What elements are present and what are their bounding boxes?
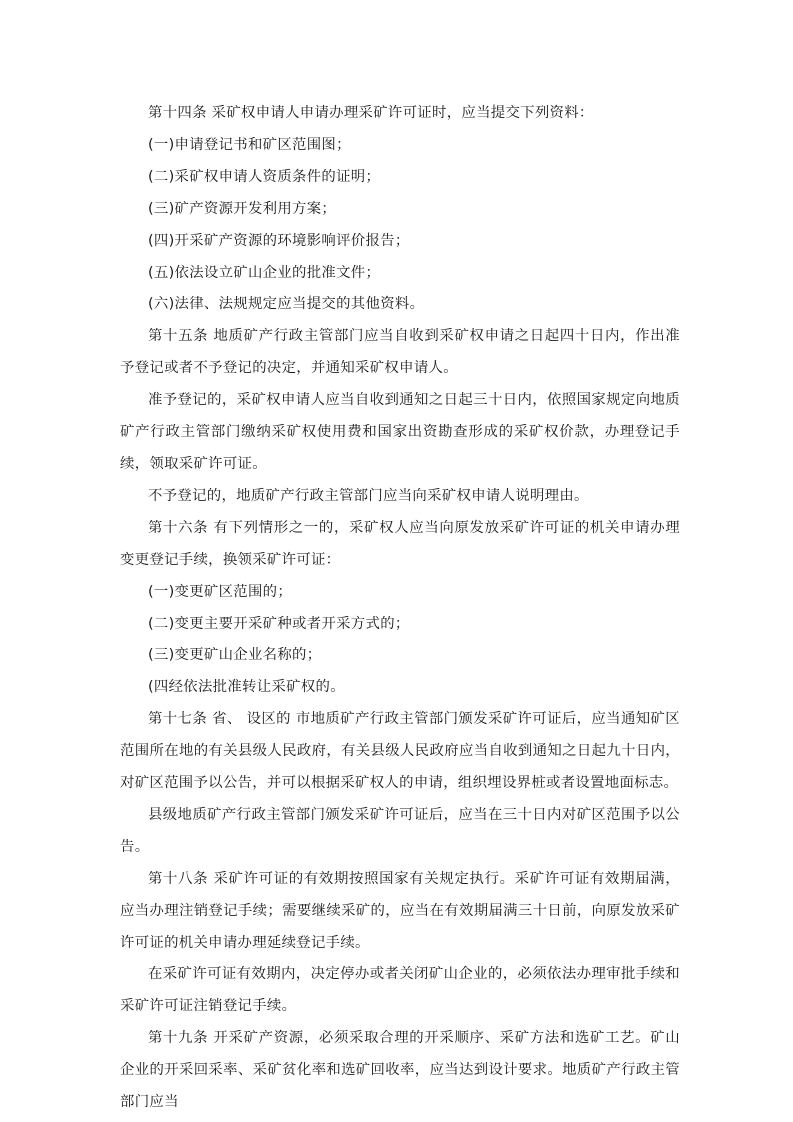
article-14-item-2: (二)采矿权申请人资质条件的证明； [148,168,381,185]
article-14-item-5: (五)依法设立矿山企业的批准文件； [148,264,381,281]
article-16-item-1: (一)变更矿区范围的； [148,583,293,600]
article-14-item-1: (一)申请登记书和矿区范围图； [148,136,351,153]
article-18-paragraph: 第十八条 采矿许可证的有效期按照国家有关规定执行。采矿许可证有效期届满，应当办理注销登记手续；需要继续采矿的，应当在有效期届满三十日前，向原发放采矿许可证的机关申请办理延续登记手续。 [120,870,680,951]
article-15-paragraph: 第十五条 地质矿产行政主管部门应当自收到采矿权申请之日起四十日内，作出准予登记或者不予登记的决定，并通知采矿权申请人。 [120,328,680,377]
article-18-closure-paragraph: 在采矿许可证有效期内，决定停办或者关闭矿山企业的，必须依法办理审批手续和采矿许可证注销登记手续。 [120,966,680,1015]
article-15-rejection-paragraph: 不予登记的，地质矿产行政主管部门应当向采矿权申请人说明理由。 [148,487,589,504]
article-17-paragraph: 第十七条 省、 设区的 市地质矿产行政主管部门颁发采矿许可证后，应当通知矿区范围所在地的有关县级人民政府，有关县级人民政府应当自收到通知之日起九十日内，对矿区范围予以公告，并可以根据采矿权人的申请，组织埋设界桩或者设置地面标志。 [120,711,680,792]
article-19-paragraph: 第十九条 开采矿产资源，必须采取合理的开采顺序、采矿方法和选矿工艺。矿山企业的开采回采率、采矿贫化率和选矿回收率，应当达到设计要求。地质矿产行政主管部门应当 [120,1030,680,1111]
article-15-approval-paragraph: 准予登记的，采矿权申请人应当自收到通知之日起三十日内，依照国家规定向地质矿产行政主管部门缴纳采矿权使用费和国家出资勘查形成的采矿权价款，办理登记手续，领取采矿许可证。 [120,392,680,472]
article-14-item-6: (六)法律、法规规定应当提交的其他资料。 [148,296,425,313]
article-16-item-2: (二)变更主要开采矿种或者开采方式的； [148,615,410,632]
document-body [120,98,680,1119]
article-16-paragraph: 第十六条 有下列情形之一的，采矿权人应当向原发放采矿许可证的机关申请办理变更登记手续，换领采矿许可证： [120,519,680,568]
article-14-item-3: (三)矿产资源开发利用方案； [148,200,337,217]
article-14-paragraph: 第十四条 采矿权申请人申请办理采矿许可证时，应当提交下列资料： [148,105,594,121]
article-16-item-4: (四经依法批准转让采矿权的。 [148,679,345,696]
article-17-county-paragraph: 县级地质矿产行政主管部门颁发采矿许可证后，应当在三十日内对矿区范围予以公告。 [120,806,680,855]
article-14-item-4: (四)开采矿产资源的环境影响评价报告； [148,232,410,249]
article-16-item-3: (三)变更矿山企业名称的； [148,647,322,664]
